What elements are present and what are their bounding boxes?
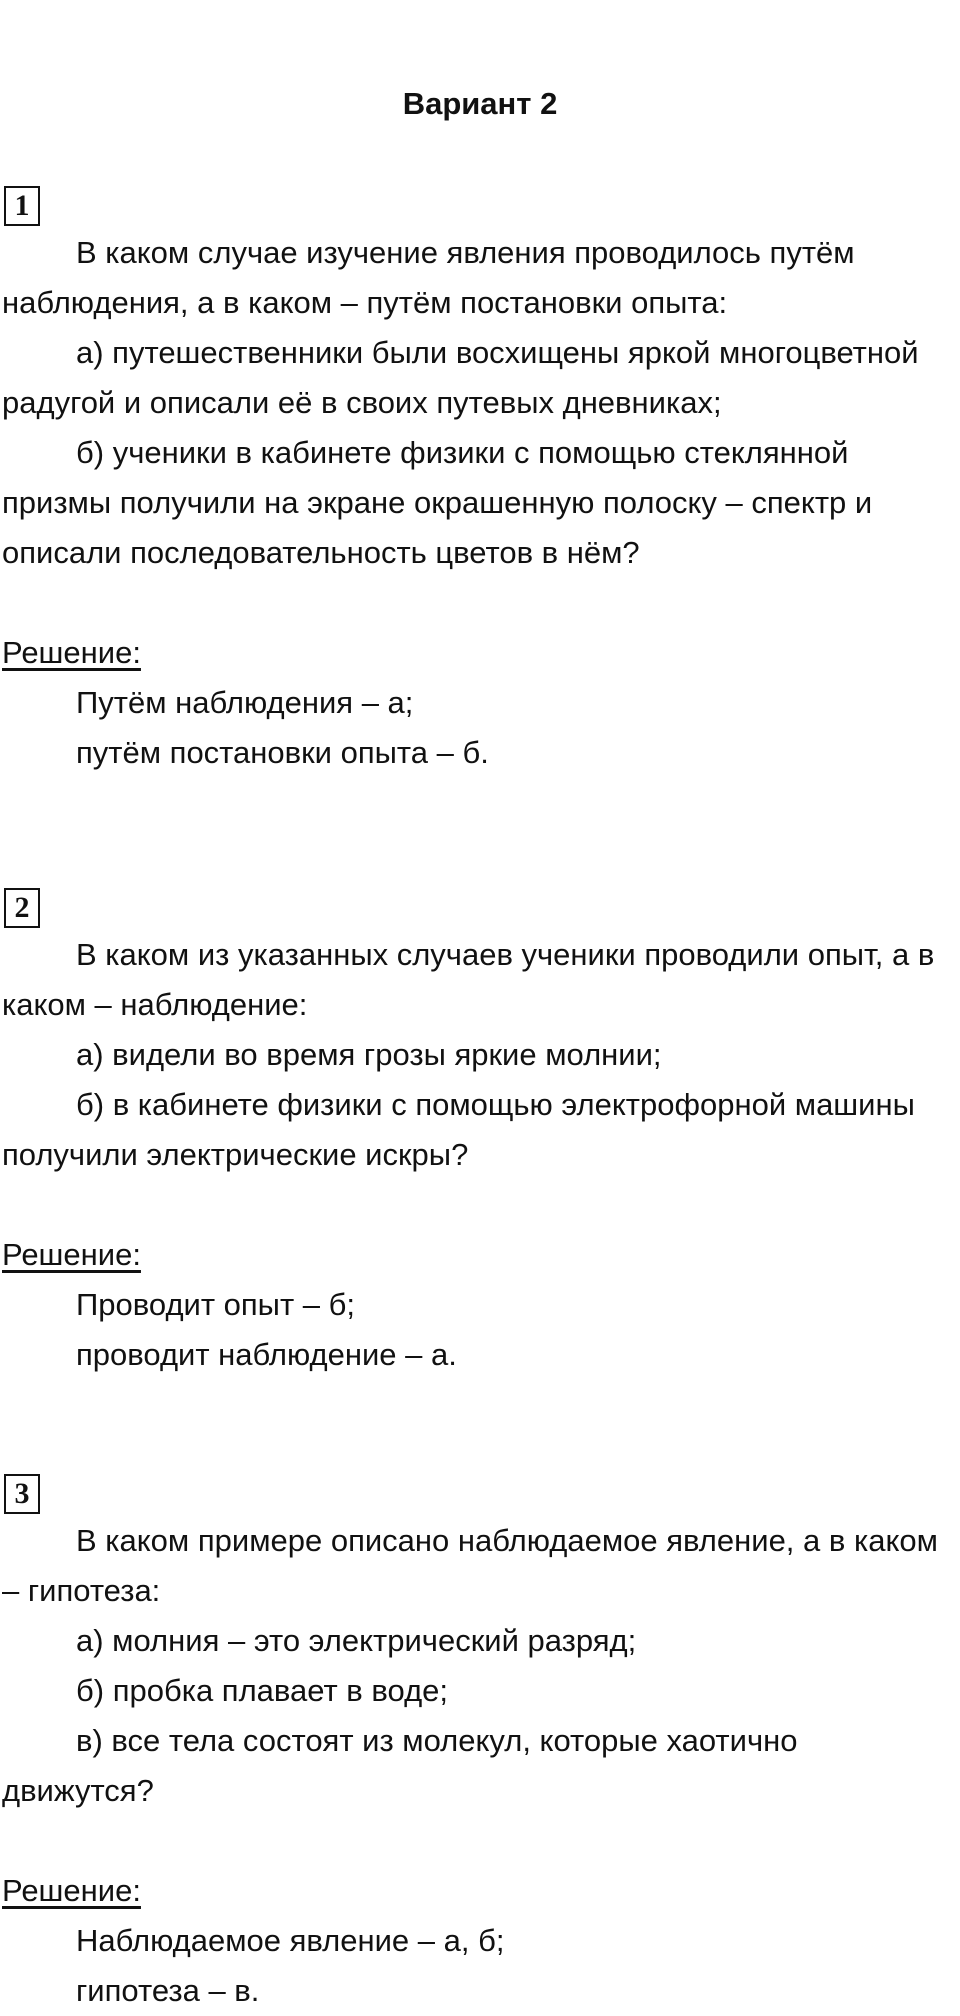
spacer: [0, 578, 960, 628]
task-number-box: 1: [4, 186, 40, 226]
task-option: б) ученики в кабинете физики с помощью стеклянной призмы получили на экране окрашенную полоску – спектр и описали последовательность цветов в нём?: [2, 435, 873, 570]
task-3: [0, 1474, 960, 2016]
solution-line: Проводит опыт – б;: [76, 1287, 355, 1322]
solution-label: Решение:: [2, 1237, 141, 1272]
solution-heading: [0, 628, 960, 678]
solution-line: гипотеза – в.: [76, 1973, 260, 2008]
page-title: Вариант 2: [402, 86, 558, 121]
solution-line: проводит наблюдение – а.: [76, 1337, 457, 1372]
task-question: В каком из указанных случаев ученики проводили опыт, а в каком – наблюдение:: [2, 937, 935, 1022]
task-1: [0, 186, 960, 778]
task-option: а) видели во время грозы яркие молнии;: [76, 1037, 662, 1072]
solution-line: Путём наблюдения – а;: [76, 685, 414, 720]
spacer: [0, 1816, 960, 1866]
task-number-box: 2: [4, 888, 40, 928]
solution-label: Решение:: [2, 1873, 141, 1908]
task-option: а) путешественники были восхищены яркой многоцветной радугой и описали её в своих путевых дневниках;: [2, 335, 919, 420]
task-option: б) в кабинете физики с помощью электрофорной машины получили электрические искры?: [2, 1087, 915, 1172]
solution-line: Наблюдаемое явление – а, б;: [76, 1923, 505, 1958]
task-question: В каком случае изучение явления проводилось путём наблюдения, а в каком – путём постановки опыта:: [2, 235, 855, 320]
spacer: [0, 1180, 960, 1230]
task-number-box: 3: [4, 1474, 40, 1514]
solution-line: путём постановки опыта – б.: [76, 735, 489, 770]
task-option: в) все тела состоят из молекул, которые хаотично движутся?: [2, 1723, 798, 1808]
task-option: а) молния – это электрический разряд;: [76, 1623, 637, 1658]
task-question: В каком примере описано наблюдаемое явление, а в каком – гипотеза:: [2, 1523, 938, 1608]
task-option: б) пробка плавает в воде;: [76, 1673, 449, 1708]
solution-heading: [0, 1866, 960, 1916]
task-2: [0, 888, 960, 1380]
solution-label: Решение:: [2, 635, 141, 670]
solution-heading: [0, 1230, 960, 1280]
